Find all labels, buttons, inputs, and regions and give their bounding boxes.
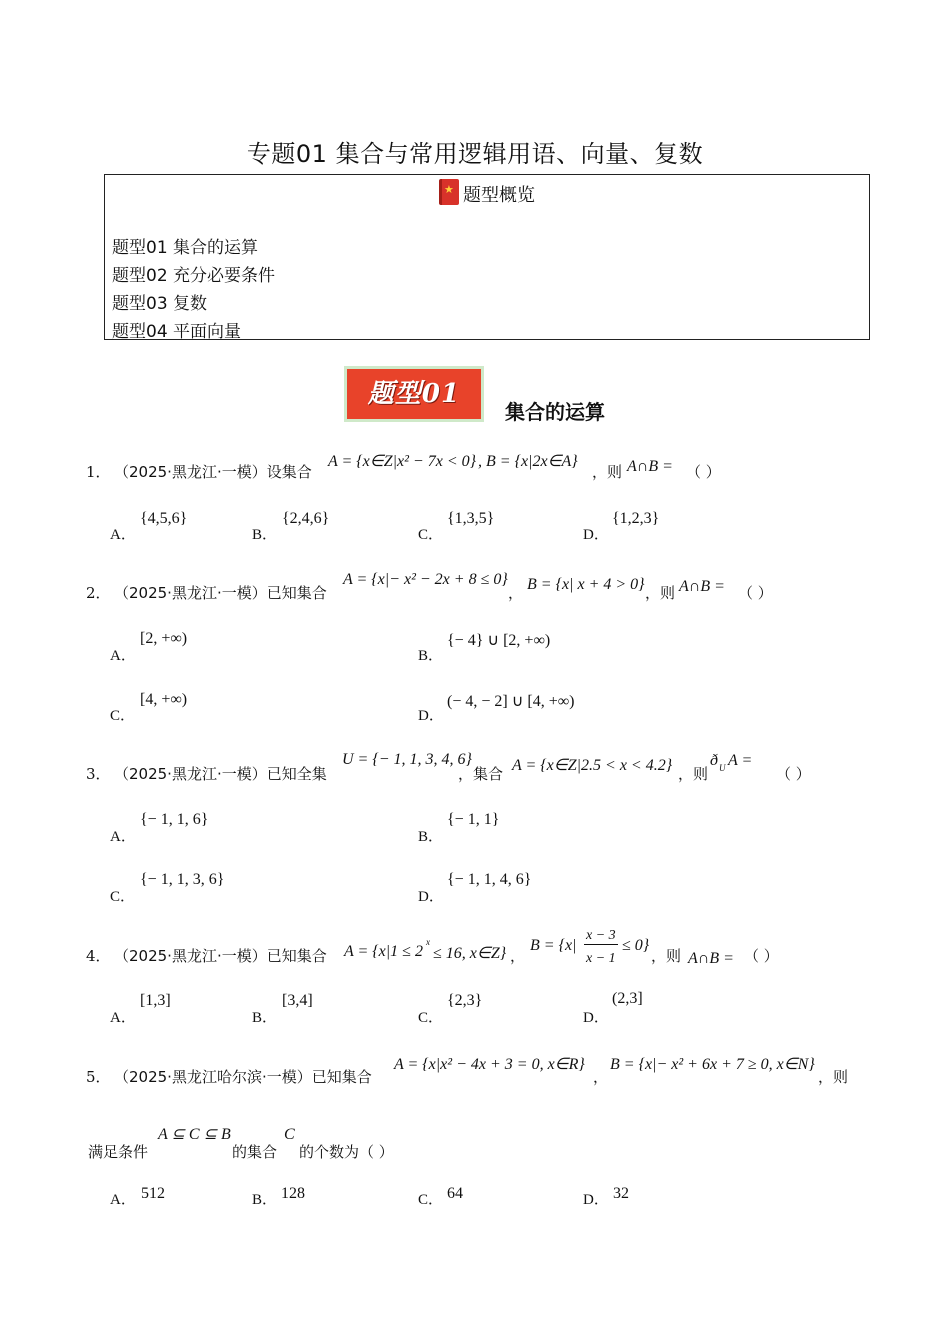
complement-symbol: ð xyxy=(710,752,718,769)
question-source: （2025·黑龙江·一模）设集合 xyxy=(114,463,312,481)
option-label[interactable]: A． xyxy=(110,829,136,845)
question-text: 的个数为（ ） xyxy=(299,1143,394,1161)
option-label[interactable]: A． xyxy=(110,527,136,543)
fraction-numerator: x − 3 xyxy=(586,928,616,943)
question-source: （2025·黑龙江·一模）已知全集 xyxy=(114,765,327,783)
question-tail: ，则 xyxy=(678,765,709,783)
option-label[interactable]: C． xyxy=(418,1192,444,1208)
option-label[interactable]: C． xyxy=(110,708,136,724)
option-label[interactable]: D． xyxy=(583,527,609,543)
option-value[interactable]: 64 xyxy=(447,1185,463,1202)
question-source: （2025·黑龙江哈尔滨·一模）已知集合 xyxy=(114,1068,372,1086)
math-expr: A∩B = xyxy=(688,950,734,967)
option-label[interactable]: D． xyxy=(418,889,444,905)
math-expr: B = {x|− x² + 6x + 7 ≥ 0, x∈N} xyxy=(610,1056,815,1073)
option-value[interactable]: {1,3,5} xyxy=(447,510,495,527)
question-sep: ， xyxy=(593,1068,609,1086)
math-subscript: U xyxy=(719,763,726,773)
option-value[interactable]: {2,4,6} xyxy=(282,510,330,527)
overview-header xyxy=(105,179,869,207)
section-badge-text: 题型01 xyxy=(347,369,481,419)
option-value[interactable]: {− 1, 1} xyxy=(447,811,500,828)
option-label[interactable]: D． xyxy=(583,1010,609,1026)
page-title: 专题01 集合与常用逻辑用语、向量、复数 xyxy=(246,140,704,168)
option-label[interactable]: C． xyxy=(418,527,444,543)
math-expr: ≤ 16, x∈Z} xyxy=(433,945,507,962)
question-tail: ，则 xyxy=(818,1068,849,1086)
option-label[interactable]: B． xyxy=(252,1010,278,1026)
option-value[interactable]: {2,3} xyxy=(447,992,483,1009)
option-value[interactable]: {− 1, 1, 6} xyxy=(140,811,209,828)
book-icon xyxy=(439,179,459,205)
math-expr: A = xyxy=(728,752,753,769)
question-source: （2025·黑龙江·一模）已知集合 xyxy=(114,947,327,965)
math-expr: A ⊆ C ⊆ B xyxy=(158,1126,231,1143)
option-label[interactable]: A． xyxy=(110,1010,136,1026)
question-text: 的集合 xyxy=(232,1143,278,1161)
question-number: 2． xyxy=(86,584,111,602)
option-label[interactable]: B． xyxy=(418,648,444,664)
section-title: 集合的运算 xyxy=(505,400,605,424)
math-expr: , B = {x|2x∈A} xyxy=(478,453,578,470)
math-expr: ≤ 0} xyxy=(622,937,650,954)
math-expr: A = {x∈Z|2.5 < x < 4.2} xyxy=(512,757,673,774)
overview-item[interactable]: 题型01 集合的运算 xyxy=(112,238,259,258)
overview-item[interactable]: 题型04 平面向量 xyxy=(112,322,242,342)
option-value[interactable]: {− 1, 1, 4, 6} xyxy=(447,871,532,888)
option-label[interactable]: D． xyxy=(583,1192,609,1208)
option-value[interactable]: [3,4] xyxy=(282,992,313,1009)
option-label[interactable]: B． xyxy=(252,1192,278,1208)
question-number: 1． xyxy=(86,463,111,481)
question-tail: ，则 xyxy=(651,947,682,965)
answer-paren: （ ） xyxy=(744,947,779,965)
question-tail: ，则 xyxy=(645,584,676,602)
question-number: 4． xyxy=(86,947,111,965)
math-expr: B = {x| xyxy=(530,937,577,954)
option-value[interactable]: 32 xyxy=(613,1185,629,1202)
question-sep: ， xyxy=(508,584,524,602)
overview-heading: 题型概览 xyxy=(463,185,535,206)
option-label[interactable]: A． xyxy=(110,648,136,664)
option-label[interactable]: B． xyxy=(252,527,278,543)
option-value[interactable]: (2,3] xyxy=(612,990,643,1007)
overview-item[interactable]: 题型03 复数 xyxy=(112,294,208,314)
math-expr: A = {x∈Z|x² − 7x < 0} xyxy=(328,453,477,470)
option-value[interactable]: 128 xyxy=(281,1185,305,1202)
answer-paren: （ ） xyxy=(686,463,721,481)
option-value[interactable]: (− 4, − 2] ∪ [4, +∞) xyxy=(447,693,575,710)
math-expr: A = {x|− x² − 2x + 8 ≤ 0} xyxy=(343,571,508,588)
question-text: 满足条件 xyxy=(88,1143,149,1161)
math-expr: A = {x|x² − 4x + 3 = 0, x∈R} xyxy=(394,1056,585,1073)
option-label[interactable]: D． xyxy=(418,708,444,724)
option-value[interactable]: [4, +∞) xyxy=(140,691,188,708)
question-number: 3． xyxy=(86,765,111,783)
option-value[interactable]: {4,5,6} xyxy=(140,510,188,527)
math-expr: A∩B = xyxy=(627,458,673,475)
option-value[interactable]: [2, +∞) xyxy=(140,630,188,647)
fraction-denominator: x − 1 xyxy=(586,951,616,966)
overview-item[interactable]: 题型02 充分必要条件 xyxy=(112,266,276,286)
math-superscript: x xyxy=(426,937,430,947)
option-label[interactable]: B． xyxy=(418,829,444,845)
answer-paren: （ ） xyxy=(738,584,773,602)
math-expr: A∩B = xyxy=(679,578,725,595)
option-label[interactable]: C． xyxy=(418,1010,444,1026)
answer-paren: （ ） xyxy=(776,765,811,783)
question-sep: ，集合 xyxy=(458,765,504,783)
question-number: 5． xyxy=(86,1068,111,1086)
question-source: （2025·黑龙江·一模）已知集合 xyxy=(114,584,327,602)
math-expr: B = {x| x + 4 > 0} xyxy=(527,576,645,593)
option-value[interactable]: {− 4} ∪ [2, +∞) xyxy=(447,632,551,649)
option-value[interactable]: {− 1, 1, 3, 6} xyxy=(140,871,225,888)
question-tail: ，则 xyxy=(592,463,623,481)
option-label[interactable]: A． xyxy=(110,1192,136,1208)
overview-box xyxy=(104,174,870,340)
option-label[interactable]: C． xyxy=(110,889,136,905)
option-value[interactable]: 512 xyxy=(141,1185,165,1202)
math-expr: U = {− 1, 1, 3, 4, 6} xyxy=(342,751,472,768)
math-expr: A = {x|1 ≤ 2 xyxy=(344,943,423,960)
section-badge xyxy=(344,366,484,422)
question-sep: ， xyxy=(510,947,526,965)
option-value[interactable]: {1,2,3} xyxy=(612,510,660,527)
math-expr: C xyxy=(284,1126,295,1143)
option-value[interactable]: [1,3] xyxy=(140,992,171,1009)
